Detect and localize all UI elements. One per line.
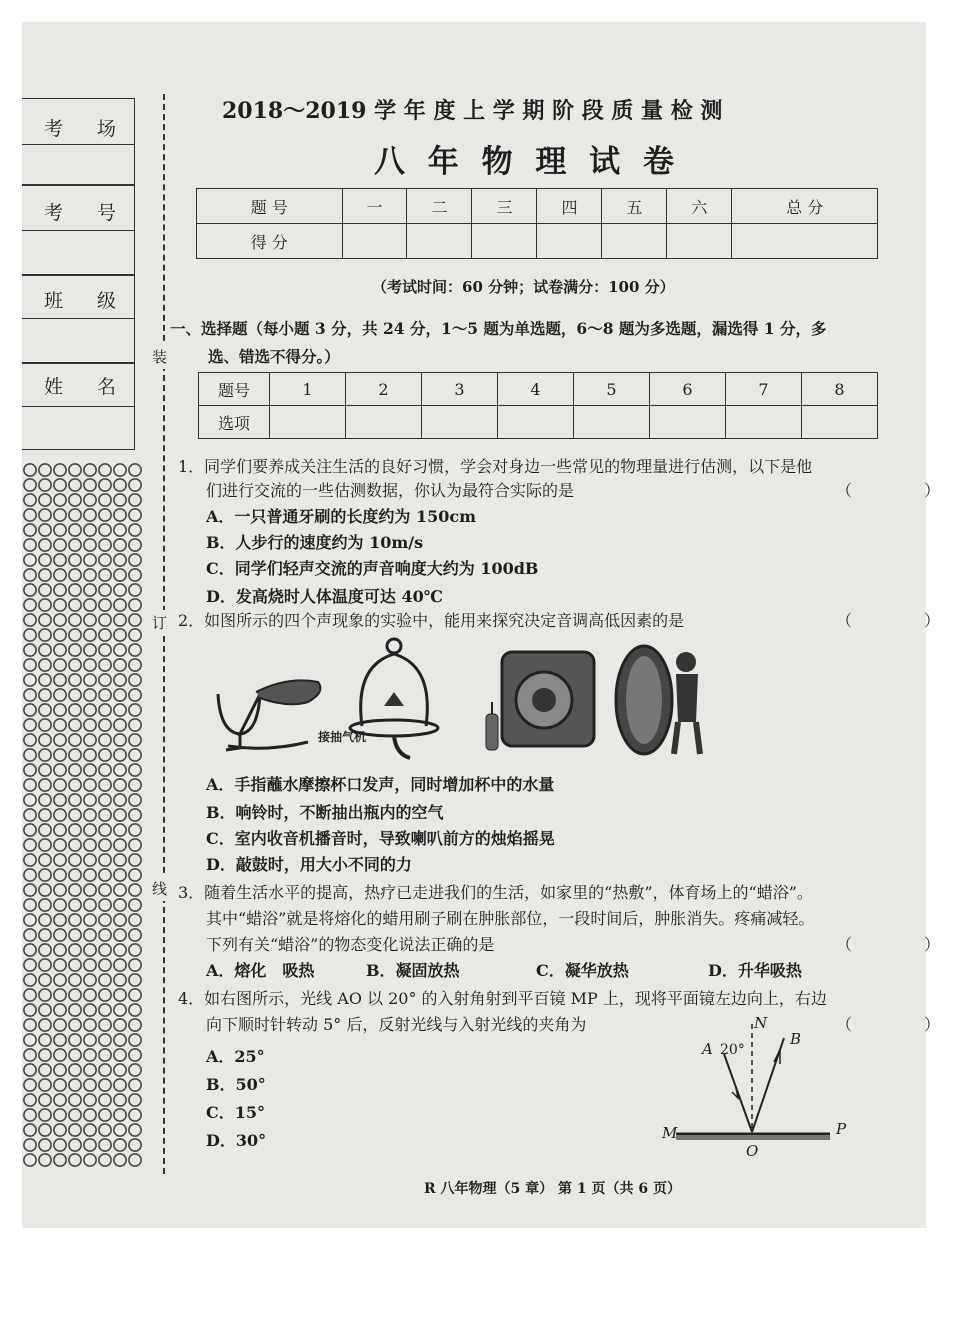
- score-header: 二: [407, 189, 472, 224]
- q1-answer-paren: （ ）: [836, 481, 968, 500]
- score-row-label: 得 分: [197, 224, 343, 259]
- score-cell[interactable]: [407, 224, 472, 259]
- q2-option-b: B．响铃时，不断抽出瓶内的空气: [206, 803, 444, 822]
- q1-text-line2: 们进行交流的一些估测数据，你认为最符合实际的是: [206, 481, 575, 500]
- q3-option-c: C．凝华放热: [536, 961, 629, 980]
- score-cell[interactable]: [667, 224, 732, 259]
- q4-label-m: M: [662, 1124, 678, 1142]
- answer-header: 4: [498, 373, 574, 406]
- label-name: 姓 名: [44, 376, 131, 398]
- q4-option-c: C．15°: [206, 1103, 266, 1122]
- answer-cell[interactable]: [650, 406, 726, 439]
- q1-option-b: B．人步行的速度约为 10m/s: [206, 533, 424, 552]
- q1-option-c: C．同学们轻声交流的声音响度大约为 100dB: [206, 559, 539, 578]
- q2-figure-drum: [612, 642, 712, 757]
- q3-text-line2: 其中“蜡浴”就是将熔化的蜡用刷子刷在肿胀部位，一段时间后，肿胀消失。疼痛减轻。: [206, 909, 815, 928]
- q4-label-angle: 20°: [720, 1042, 745, 1058]
- q1-text-line1: 1．同学们要养成关注生活的良好习惯，学会对身边一些常见的物理量进行估测，以下是他: [178, 457, 813, 476]
- score-cell[interactable]: [732, 224, 878, 259]
- answer-row-label: 选项: [199, 406, 270, 439]
- score-table: [196, 188, 878, 259]
- answer-cell[interactable]: [270, 406, 346, 439]
- bind-char-zhuang: 装: [152, 344, 167, 369]
- circle-pattern: [22, 462, 142, 1168]
- q4-label-n: N: [754, 1014, 768, 1032]
- info-divider: [22, 230, 134, 231]
- q4-label-b: B: [790, 1030, 802, 1048]
- exam-subtitle: 八 年 物 理 试 卷: [374, 144, 680, 180]
- q4-label-p: P: [836, 1120, 847, 1138]
- score-header: 题 号: [197, 189, 343, 224]
- answer-header: 6: [650, 373, 726, 406]
- score-header: 三: [472, 189, 537, 224]
- q2-text-line1: 2．如图所示的四个声现象的实验中，能用来探究决定音调高低因素的是: [178, 611, 685, 630]
- q1-option-d: D．发高烧时人体温度可达 40℃: [206, 587, 443, 606]
- score-cell[interactable]: [537, 224, 602, 259]
- answer-cell[interactable]: [726, 406, 802, 439]
- q3-option-a: A．熔化 吸热: [206, 961, 315, 980]
- q4-label-o: O: [746, 1142, 759, 1160]
- answer-header: 1: [270, 373, 346, 406]
- q2-caption-pump: 接抽气机: [318, 730, 367, 744]
- q4-option-d: D．30°: [206, 1131, 267, 1150]
- answer-table: [198, 372, 878, 439]
- q3-text-line1: 3．随着生活水平的提高，热疗已走进我们的生活，如家里的“热敷”，体育场上的“蜡浴”。: [178, 883, 813, 902]
- q4-mirror-diagram: [652, 1012, 852, 1162]
- score-cell[interactable]: [472, 224, 537, 259]
- section1-heading-line1: 一、选择题（每小题 3 分，共 24 分，1～5 题为单选题，6～8 题为多选题，漏选得 1 分，多: [170, 319, 827, 338]
- label-class: 班 级: [44, 290, 131, 312]
- score-header: 四: [537, 189, 602, 224]
- q2-figure-radio: [480, 644, 600, 754]
- score-header: 一: [342, 189, 407, 224]
- label-exam-number: 考 号: [44, 202, 131, 224]
- q4-option-a: A．25°: [206, 1047, 265, 1066]
- answer-cell[interactable]: [422, 406, 498, 439]
- score-cell[interactable]: [342, 224, 407, 259]
- q2-option-c: C．室内收音机播音时，导致喇叭前方的烛焰摇晃: [206, 829, 555, 848]
- q2-figure-bell-jar: [344, 636, 444, 766]
- answer-header: 5: [574, 373, 650, 406]
- exam-page: [22, 22, 968, 1228]
- answer-cell[interactable]: [802, 406, 878, 439]
- q4-answer-paren: （ ）: [836, 1015, 968, 1034]
- bind-char-xian: 线: [152, 876, 167, 901]
- score-header: 五: [602, 189, 667, 224]
- q3-answer-paren: （ ）: [836, 935, 968, 954]
- info-box-exam-room: [22, 98, 135, 186]
- q1-option-a: A．一只普通牙刷的长度约为 150cm: [206, 507, 477, 526]
- info-divider: [22, 144, 134, 145]
- score-cell[interactable]: [602, 224, 667, 259]
- bind-char-ding: 订: [152, 610, 167, 635]
- q2-figure-glass: [208, 662, 328, 752]
- q4-text-line1: 4．如右图所示，光线 AO 以 20° 的入射角射到平百镜 MP 上，现将平面镜左边向上，右边: [178, 989, 827, 1008]
- q4-label-a: A: [702, 1040, 713, 1058]
- q2-option-a: A．手指蘸水摩擦杯口发声，同时增加杯中的水量: [206, 775, 555, 794]
- answer-header: 8: [802, 373, 878, 406]
- exam-info: （考试时间：60 分钟；试卷满分：100 分）: [372, 278, 675, 296]
- info-divider: [22, 406, 134, 407]
- answer-header: 7: [726, 373, 802, 406]
- q2-answer-paren: （ ）: [836, 611, 968, 630]
- score-header: 六: [667, 189, 732, 224]
- exam-title: 2018～2019 学 年 度 上 学 期 阶 段 质 量 检 测: [222, 98, 723, 124]
- answer-cell[interactable]: [498, 406, 574, 439]
- answer-cell[interactable]: [346, 406, 422, 439]
- q2-option-d: D．敲鼓时，用大小不同的力: [206, 855, 412, 874]
- score-header: 总 分: [732, 189, 878, 224]
- answer-cell[interactable]: [574, 406, 650, 439]
- section1-heading-line2: 选、错选不得分。）: [208, 347, 340, 366]
- q4-text-line2: 向下顺时针转动 5° 后，反射光线与入射光线的夹角为: [206, 1015, 587, 1034]
- info-divider: [22, 318, 134, 319]
- answer-header: 2: [346, 373, 422, 406]
- answer-header: 3: [422, 373, 498, 406]
- page-footer: R 八年物理（5 章） 第 1 页（共 6 页）: [424, 1181, 681, 1197]
- answer-header: 题号: [199, 373, 270, 406]
- q3-option-b: B．凝固放热: [366, 961, 460, 980]
- q4-option-b: B．50°: [206, 1075, 266, 1094]
- q3-option-d: D．升华吸热: [708, 961, 802, 980]
- label-exam-room: 考 场: [44, 118, 131, 140]
- q3-text-line3: 下列有关“蜡浴”的物态变化说法正确的是: [206, 935, 495, 954]
